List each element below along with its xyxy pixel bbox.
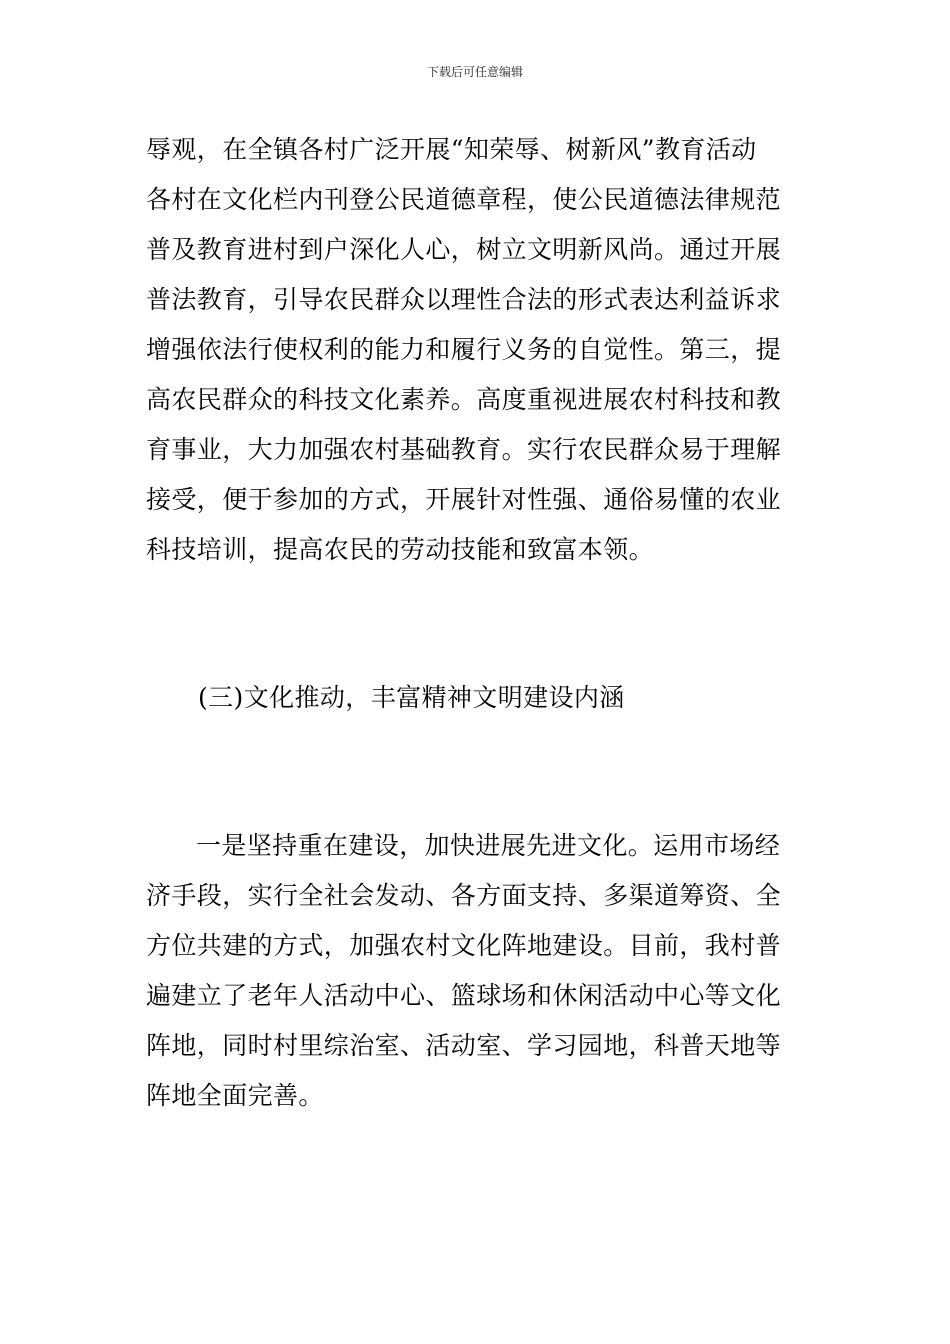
paragraph-line: 普法教育，引导农民群众以理性合法的形式表达利益诉求 (146, 285, 782, 314)
paragraph-line: 科技培训，提高农民的劳动技能和致富本领。 (146, 535, 655, 564)
paragraph-line: 一是坚持重在建设，加快进展先进文化。运用市场经 (196, 831, 781, 860)
paragraph-line: 阵地，同时村里综治室、活动室、学习园地，科普天地等 (146, 1031, 782, 1060)
paragraph-line: 增强依法行使权利的能力和履行义务的自觉性。第三，提 (146, 335, 782, 364)
section-heading: (三)文化推动，丰富精神文明建设内涵 (198, 683, 625, 712)
paragraph-line: 辱观，在全镇各村广泛开展“知荣辱、树新风”教育活动 (146, 135, 757, 164)
paragraph-line: 接受，便于参加的方式，开展针对性强、通俗易懂的农业 (146, 485, 782, 514)
paragraph-line: 育事业，大力加强农村基础教育。实行农民群众易于理解 (146, 435, 782, 464)
paragraph-line: 遍建立了老年人活动中心、篮球场和休闲活动中心等文化 (146, 981, 782, 1010)
paragraph-line: 方位共建的方式，加强农村文化阵地建设。目前，我村普 (146, 931, 782, 960)
paragraph-line: 阵地全面完善。 (146, 1081, 324, 1110)
paragraph-line: 济手段，实行全社会发动、各方面支持、多渠道筹资、全 (146, 881, 782, 910)
paragraph-line: 高农民群众的科技文化素养。高度重视进展农村科技和教 (146, 385, 782, 414)
paragraph-line: 各村在文化栏内刊登公民道德章程，使公民道德法律规范 (146, 185, 782, 214)
paragraph-line: 普及教育进村到户深化人心，树立文明新风尚。通过开展 (146, 235, 782, 264)
page-header-note: 下载后可任意编辑 (426, 65, 523, 79)
